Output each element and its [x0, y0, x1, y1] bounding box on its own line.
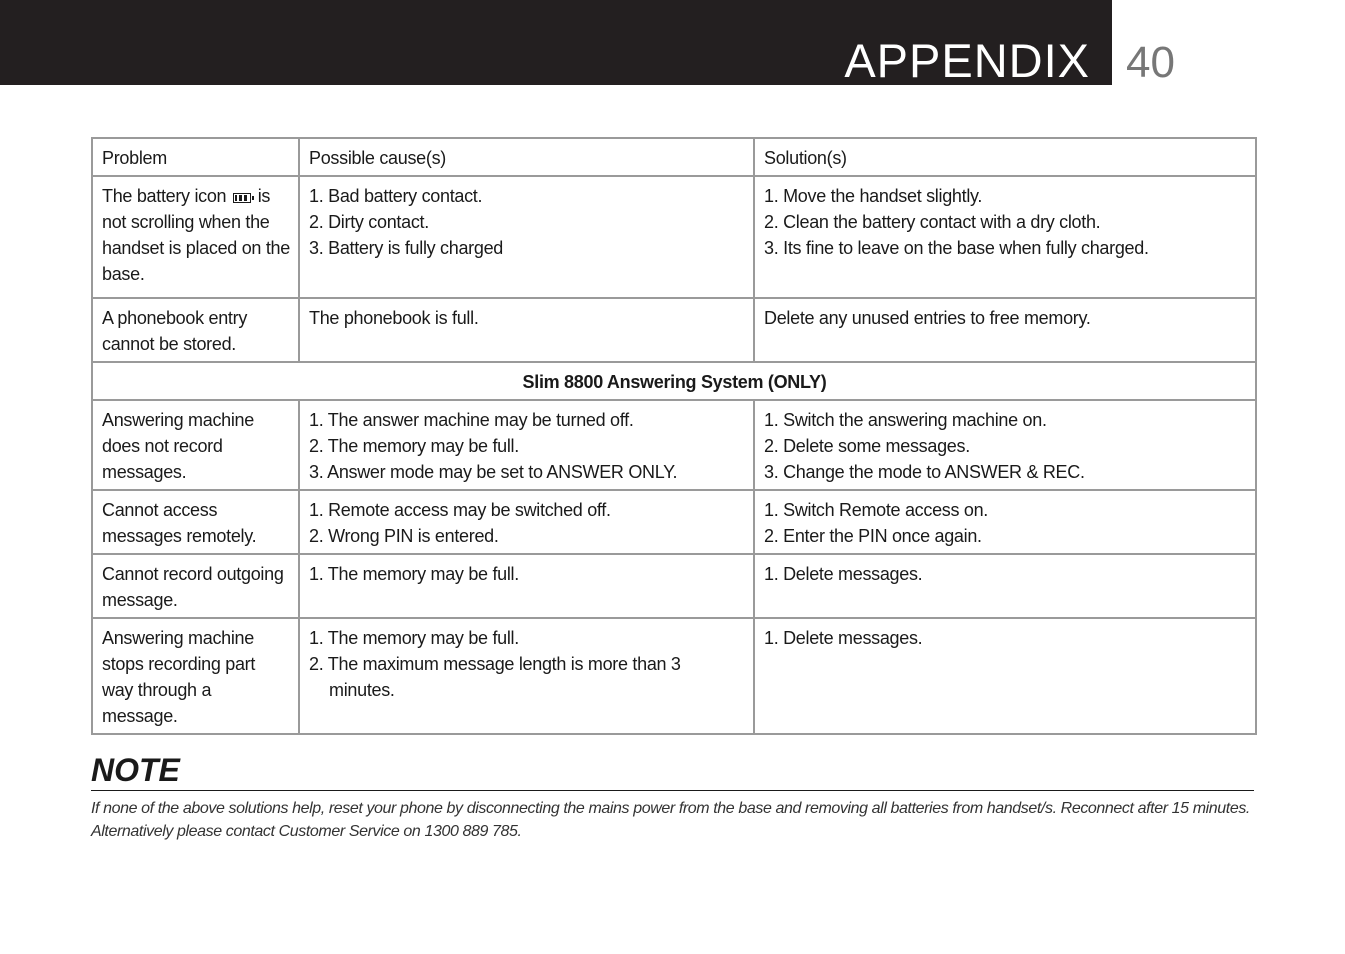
cause-cell: The phonebook is full.	[299, 298, 754, 362]
list-item: 2. Delete some messages.	[764, 436, 970, 456]
note-body	[91, 797, 1255, 843]
problem-cell: Answering machine stops recording part way through a message.	[92, 618, 299, 734]
page-title: APPENDIX	[844, 34, 1090, 87]
list-item: 2. Clean the battery contact with a dry cloth.	[764, 212, 1101, 232]
note-line: Alternatively please contact Customer Service on 1300 889 785.	[91, 823, 522, 840]
list-item: 3. Its fine to leave on the base when fully charged.	[764, 238, 1149, 258]
solution-cell	[754, 400, 1256, 490]
list-item: 1. The answer machine may be turned off.	[309, 410, 634, 430]
section-header-row	[92, 362, 1256, 400]
cause-cell	[299, 490, 754, 554]
table-row	[92, 490, 1256, 554]
solution-cell	[754, 176, 1256, 298]
list-item: 2. The memory may be full.	[309, 436, 519, 456]
cause-cell	[299, 176, 754, 298]
list-item: 1. Delete messages.	[764, 628, 923, 648]
problem-text: The battery icon	[102, 186, 227, 206]
solution-cell: Delete any unused entries to free memory.	[754, 298, 1256, 362]
header-bar	[0, 0, 1112, 85]
list-item: 1. Switch Remote access on.	[764, 500, 989, 520]
table-row	[92, 400, 1256, 490]
table-row	[92, 618, 1256, 734]
cause-cell	[299, 400, 754, 490]
list-item: 3. Change the mode to ANSWER & REC.	[764, 462, 1085, 482]
column-header-causes: Possible cause(s)	[299, 138, 754, 176]
cause-cell	[299, 554, 754, 618]
list-item: 1. Remote access may be switched off.	[309, 500, 611, 520]
problem-cell: Answering machine does not record messages.	[92, 400, 299, 490]
problem-cell: A phonebook entry cannot be stored.	[92, 298, 299, 362]
list-item: 2. Dirty contact.	[309, 212, 429, 232]
battery-icon	[233, 193, 251, 203]
page-number: 40	[1126, 38, 1175, 87]
note-heading: NOTE	[91, 752, 180, 788]
problem-text: is not scrolling when the handset is placed on the base.	[102, 186, 290, 284]
solution-cell	[754, 618, 1256, 734]
troubleshooting-table	[91, 137, 1257, 735]
problem-cell	[92, 176, 299, 298]
section-title: Slim 8800 Answering System (ONLY)	[92, 362, 1256, 400]
list-item: 1. Move the handset slightly.	[764, 186, 983, 206]
cause-cell	[299, 618, 754, 734]
list-item: 2. The maximum message length is more than 3 minutes.	[309, 654, 681, 700]
list-item: 3. Battery is fully charged	[309, 238, 503, 258]
list-item: 1. Delete messages.	[764, 564, 923, 584]
list-item: 3. Answer mode may be set to ANSWER ONLY.	[309, 462, 678, 482]
list-item: 1. Switch the answering machine on.	[764, 410, 1047, 430]
list-item: 1. Bad battery contact.	[309, 186, 483, 206]
list-item: 2. Enter the PIN once again.	[764, 526, 982, 546]
table-header-row	[92, 138, 1256, 176]
note-line: If none of the above solutions help, reset your phone by disconnecting the mains power from the base and removing all batteries from handset/s. Reconnect after 15 minutes.	[91, 800, 1250, 817]
problem-cell: Cannot access messages remotely.	[92, 490, 299, 554]
list-item: 1. The memory may be full.	[309, 628, 519, 648]
problem-cell: Cannot record outgoing message.	[92, 554, 299, 618]
list-item: 1. The memory may be full.	[309, 564, 519, 584]
note-divider	[91, 790, 1254, 791]
column-header-solutions: Solution(s)	[754, 138, 1256, 176]
list-item: 2. Wrong PIN is entered.	[309, 526, 499, 546]
table-row	[92, 554, 1256, 618]
solution-cell	[754, 554, 1256, 618]
solution-cell	[754, 490, 1256, 554]
column-header-problem: Problem	[92, 138, 299, 176]
table-row	[92, 298, 1256, 362]
table-row	[92, 176, 1256, 298]
